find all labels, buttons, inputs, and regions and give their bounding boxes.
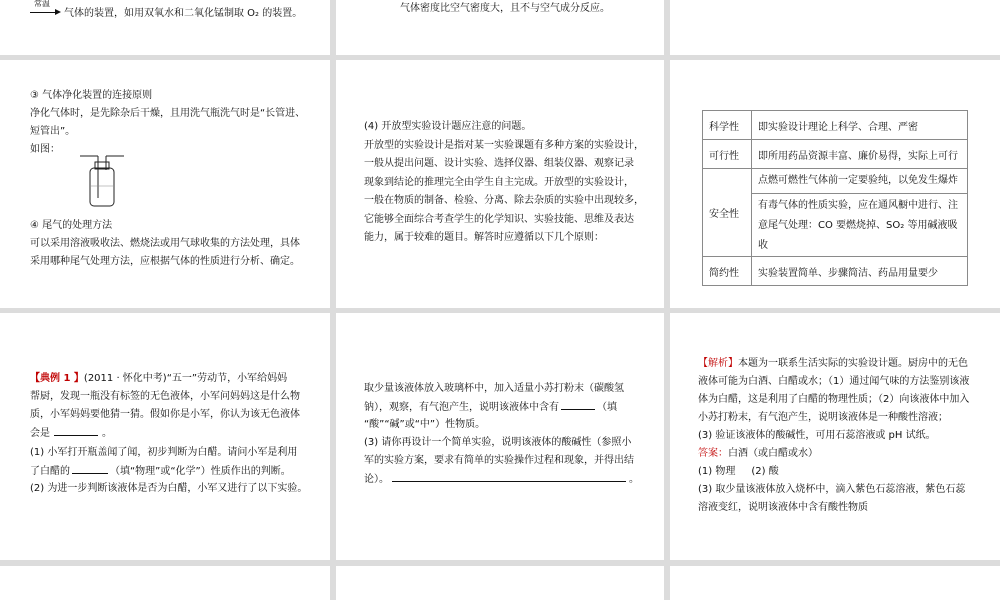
paragraph-line: 它能够全面综合考查学生的化学知识、实验技能、思维及表达 [364, 213, 634, 225]
table-row [703, 169, 968, 257]
paragraph-line: 净化气体时，是先除杂后干燥，且用洗气瓶洗气时是“长管进、 [30, 108, 306, 119]
answer-blank [561, 398, 595, 410]
slide-3 [670, 0, 1000, 55]
principles-table [702, 110, 968, 286]
example-line: 质，小军妈妈要他猜一猜。假如你是小军，你认为该无色液体 [30, 409, 300, 420]
answer-label: 答案： [698, 448, 728, 459]
question-text: 。 [629, 474, 639, 485]
answer-blank [54, 424, 98, 436]
paragraph-line: 短管出”。 [30, 126, 76, 137]
principle-name: 安全性 [703, 169, 752, 257]
slide-10 [0, 566, 330, 600]
paragraph-line: 如图： [30, 144, 60, 155]
table-row [703, 140, 968, 169]
paragraph-line: 采用哪种尾气处理方法，应根据气体的性质进行分析、确定。 [30, 256, 300, 267]
slide-6 [670, 60, 1000, 308]
example-line: (2) 为进一步判断该液体是否为白醋，小军又进行了以下实验。 [30, 483, 308, 494]
example-text: （填“物理”或“化学”）性质作出的判断。 [110, 466, 291, 477]
description-line: 即实验设计理论上科学、合理、严密 [758, 121, 918, 133]
answer-line: 溶液变红，说明该液体中含有酸性物质 [698, 502, 868, 513]
answer-line: (3) 取少量该液体放入烧杯中，滴入紫色石蕊溶液，紫色石蕊 [698, 484, 966, 495]
analysis-label: 【解析】 [698, 358, 738, 369]
gas-washing-bottle-figure [76, 150, 128, 210]
analysis-line [698, 355, 968, 373]
example-text: 了白醋的 [30, 466, 70, 477]
principle-name: 科学性 [703, 111, 752, 140]
reaction-condition-label: 常温 [34, 0, 50, 8]
paragraph-line: 能力，属于较难的题目。解答时应遵循以下几个原则： [364, 232, 604, 243]
question-text: （填 [597, 402, 617, 413]
example-text: (2011 · 怀化中考)“五一”劳动节，小军给妈妈 [83, 373, 288, 384]
example-label: 【典例 1 】 [30, 373, 84, 384]
question-line: “酸”“碱”或“中”）性物质。 [364, 419, 486, 430]
principle-description [752, 169, 968, 257]
answer-blank [392, 470, 626, 482]
principle-description [752, 111, 968, 140]
example-text: 。 [102, 428, 112, 439]
heading-tail-gas: ④ 尾气的处理方法 [30, 220, 113, 231]
slide-2-text: 气体密度比空气密度大，且不与空气成分反应。 [400, 3, 610, 14]
open-design-paragraph [364, 118, 644, 248]
slide-12 [670, 566, 1000, 600]
slide-9 [670, 313, 1000, 560]
description-line: 意尾气处理：CO 要燃烧掉、SO₂ 等用碱液吸收 [758, 220, 958, 251]
analysis-text: 本题为一联系生活实际的实验设计题。厨房中的无色 [738, 358, 968, 369]
example-line: 帮厨，发现一瓶没有标签的无色液体，小军问妈妈这是什么物 [30, 391, 300, 402]
principle-name: 可行性 [703, 140, 752, 169]
paragraph-line: 现象到结论的推理完全由学生自主完成。开放型的实验设计， [364, 176, 634, 188]
example-line [30, 462, 291, 481]
principle-description [752, 140, 968, 169]
slide-1 [0, 0, 330, 55]
description-line: 即所用药品资源丰富、廉价易得，实际上可行 [758, 150, 958, 162]
analysis-line: (3) 验证该液体的酸碱性，可用石蕊溶液或 pH 试纸。 [698, 430, 936, 441]
example-text: 会是 [30, 428, 50, 439]
slide-2 [336, 0, 664, 55]
slide-8 [336, 313, 664, 560]
paragraph-line: 开放型的实验设计是指对某一实验课题有多种方案的实验设计， [364, 139, 644, 151]
paragraph-line: 一般在物质的制备、检验、分离、除去杂质的实验中出现较多， [364, 195, 644, 206]
question-line [364, 398, 617, 417]
slide-4 [0, 60, 330, 308]
answer-text: (2) 酸 [751, 466, 779, 477]
slide-7 [0, 313, 330, 560]
principle-name: 简约性 [703, 257, 752, 286]
description-line: 实验装置简单、步骤简洁、药品用量要少 [758, 267, 938, 279]
analysis-line: 小苏打粉末，有气泡产生，说明该液体是一种酸性溶液； [698, 412, 948, 423]
reaction-arrow [30, 12, 56, 13]
analysis-line: 体为白醋，这是利用了白醋的物理性质；（2）向该液体中加入 [698, 394, 970, 405]
paragraph-line: 一般从提出问题、设计实验、选择仪器、组装仪器、观察记录 [364, 158, 634, 169]
description-line: 点燃可燃性气体前一定要验纯，以免发生爆炸 [752, 169, 967, 194]
paragraph-line: 可以采用溶液吸收法、燃烧法或用气球收集的方法处理，具体 [30, 238, 300, 249]
heading-purification: ③ 气体净化装置的连接原则 [30, 90, 153, 101]
description-line: 有毒气体的性质实验，应在通风橱中进行、注 [758, 200, 958, 211]
example-line [30, 424, 112, 443]
question-text: 钠），观察，有气泡产生，说明该液体中含有 [364, 402, 559, 413]
slide-5 [336, 60, 664, 308]
question-text: 论）。 [364, 474, 389, 485]
answer-text: 白酒（或白醋或水） [728, 448, 818, 459]
answer-blank [72, 462, 108, 474]
answer-line [698, 463, 779, 481]
answer-line [698, 445, 818, 463]
question-line: 军的实验方案，要求有简单的实验操作过程和现象，并得出结 [364, 455, 634, 466]
slide-1-text: 气体的装置，如用双氧水和二氧化锰制取 O₂ 的装置。 [64, 8, 303, 19]
question-line [364, 470, 639, 489]
analysis-line: 液体可能为白酒、白醋或水；（1）通过闻气味的方法鉴别该液 [698, 376, 970, 387]
paragraph-line: (4) 开放型实验设计题应注意的问题。 [364, 121, 532, 132]
table-row [703, 257, 968, 286]
question-line: (3) 请你再设计一个简单实验，说明该液体的酸碱性（参照小 [364, 437, 632, 448]
answer-text: (1) 物理 [698, 466, 736, 477]
table-row [703, 111, 968, 140]
slide-11 [336, 566, 664, 600]
question-line: 取少量该液体放入玻璃杯中，加入适量小苏打粉末（碳酸氢 [364, 383, 624, 394]
example-line: (1) 小军打开瓶盖闻了闻，初步判断为白醋。请问小军是利用 [30, 447, 298, 458]
reaction-arrow-head [55, 9, 61, 15]
example-line [30, 370, 287, 388]
principle-description [752, 257, 968, 286]
